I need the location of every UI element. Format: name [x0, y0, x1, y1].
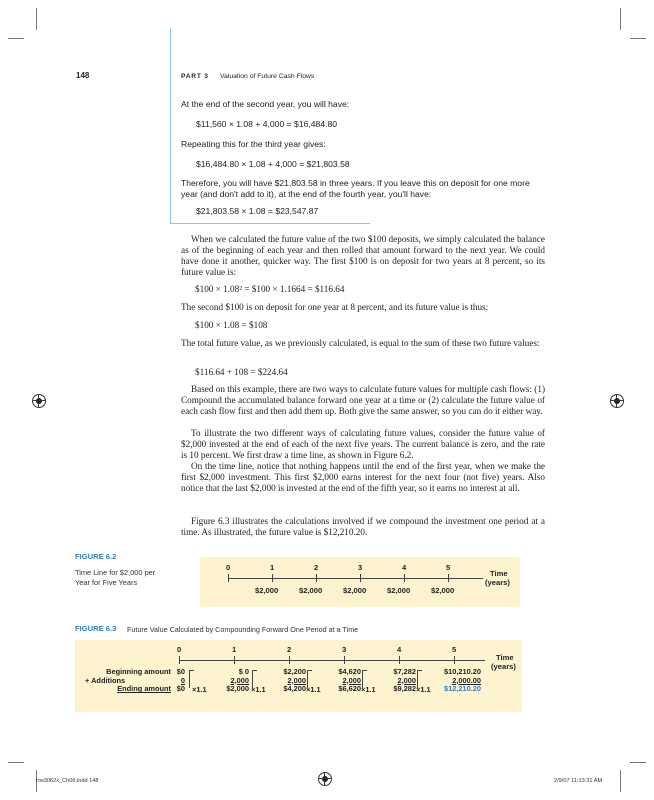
- value-column: [380, 668, 416, 694]
- timeline-tick: [272, 574, 273, 582]
- timeline-tick: [360, 574, 361, 582]
- figure-6-3-caption: Future Value Calculated by Compounding Forward One Period at a Time: [127, 625, 359, 634]
- body-paragraph: To illustrate the two different ways of calculating future values, consider the future value of $2,000 invested at the end of each of the next five years. The current balance is zero, and the rate is 10 percent. We first draw a time line, as shown in Figure 6.2.: [181, 428, 545, 460]
- part-title: Valuation of Future Cash Flows: [220, 73, 315, 80]
- tick-label: 3: [358, 563, 363, 572]
- value-column: [325, 668, 361, 694]
- value-column: [213, 668, 249, 694]
- column-end: $0: [176, 684, 185, 694]
- cash-flow-amount: $2,000: [431, 586, 455, 595]
- column-end: $2,000: [226, 684, 249, 694]
- timeline-tick: [454, 656, 455, 664]
- cash-flow-amount: $2,000: [299, 586, 323, 595]
- footer-file: ros3062x_Ch06.indd 148: [36, 778, 99, 784]
- compound-multiplier: ×1.1: [361, 685, 376, 694]
- column-begin: $7,282: [393, 667, 416, 676]
- timeline-tick: [404, 574, 405, 582]
- timeline-tick: [448, 574, 449, 582]
- timeline-tick: [228, 574, 229, 582]
- row-label-additions: + Additions: [85, 675, 126, 685]
- crop-mark: [36, 8, 37, 30]
- cash-flow-amount: $2,000: [387, 586, 411, 595]
- body-paragraph: The total future value, as we previously calculated, is equal to the sum of these two future values:: [181, 338, 540, 348]
- body-paragraph: On the time line, notice that nothing happens until the end of the first year, when we make the first $2,000 investment. This first $2,000 earns interest for the next four (not five) years. Also notice that the last $2,000 is invested at the end of the fifth year, so it earns no interest at all.: [181, 461, 545, 493]
- figure-6-3-timeline: [75, 640, 522, 712]
- body-paragraph: The second $100 is on deposit for one year at 8 percent, and its future value is thus:: [181, 302, 489, 312]
- timeline-tick: [344, 656, 345, 664]
- tick-label: 2: [314, 563, 319, 572]
- page-number: 148: [76, 71, 90, 80]
- crop-mark: [620, 8, 621, 30]
- row-label: [75, 668, 171, 694]
- column-add: 2,000: [230, 675, 249, 685]
- figure-6-2-caption: Time Line for $2,000 per: [75, 568, 156, 577]
- timeline-axis: [179, 660, 485, 661]
- column-add: 0: [180, 675, 185, 685]
- axis-label: (years): [485, 578, 510, 587]
- body-equation: $100 × 1.08² = $100 × 1.1664 = $116.64: [195, 284, 345, 294]
- figure-6-3-label: FIGURE 6.3: [75, 624, 117, 633]
- cash-flow-amount: $2,000: [255, 586, 279, 595]
- row-label-beginning: Beginning amount: [106, 667, 171, 676]
- body-equation: $100 × 1.08 = $108: [195, 320, 268, 330]
- column-add: 2,000: [397, 675, 416, 685]
- example-line: At the end of the second year, you will have:: [181, 99, 350, 109]
- timeline-tick: [234, 656, 235, 664]
- footer-timestamp: 2/9/07 11:13:31 AM: [554, 778, 603, 784]
- example-line: year (and don't add to it), at the end of the fourth year, you'll have:: [181, 189, 432, 199]
- registration-mark-icon: [32, 394, 46, 408]
- figure-6-2-label: FIGURE 6.2: [75, 552, 117, 561]
- axis-label: Time: [496, 653, 514, 662]
- column-end: $9,282: [393, 684, 416, 694]
- example-equation: $21,803.58 × 1.08 = $23,547.87: [196, 206, 319, 216]
- value-column: [433, 668, 481, 694]
- example-equation: $16,484.80 × 1.08 + 4,000 = $21,803.58: [196, 159, 350, 169]
- timeline-tick: [179, 656, 180, 664]
- crop-mark: [630, 762, 646, 763]
- crop-mark: [630, 38, 646, 39]
- registration-mark-icon: [318, 772, 332, 786]
- tick-label: 4: [402, 563, 407, 572]
- body-paragraph: When we calculated the future value of the two $100 deposits, we simply calculated the balance as of the beginning of each year and then rolled that amount forward to the next year. We could have done it another, quicker way. The first $100 is on deposit for two years at 8 percent, so its future value is:: [181, 234, 545, 277]
- column-begin: $ 0: [238, 667, 249, 676]
- registration-mark-icon: [610, 394, 624, 408]
- column-add: 2,000: [287, 675, 306, 685]
- column-begin: $4,620: [338, 667, 361, 676]
- column-add: 2,000.00: [452, 675, 481, 685]
- column-end: $12,210.20: [444, 684, 481, 694]
- column-end: $6,620: [338, 684, 361, 694]
- tick-label: 0: [226, 563, 231, 572]
- compound-multiplier: ×1.1: [251, 685, 266, 694]
- row-label-ending: Ending amount: [117, 684, 171, 694]
- example-rule: [170, 28, 171, 224]
- timeline-tick: [399, 656, 400, 664]
- column-begin: $0: [176, 667, 185, 676]
- tick-label: 3: [342, 645, 347, 654]
- example-line: Repeating this for the third year gives:: [181, 139, 326, 149]
- example-rule: [170, 223, 370, 224]
- tick-label: 1: [232, 645, 237, 654]
- body-equation: $116.64 + 108 = $224.64: [195, 367, 288, 377]
- part-label: PART 3: [181, 73, 209, 80]
- tick-label: 5: [452, 645, 457, 654]
- compound-multiplier: ×1.1: [192, 685, 207, 694]
- compound-multiplier: ×1.1: [306, 685, 321, 694]
- example-equation: $11,560 × 1.08 + 4,000 = $16,484.80: [196, 119, 338, 129]
- tick-label: 4: [397, 645, 402, 654]
- body-paragraph: Figure 6.3 illustrates the calculations involved if we compound the investment one period at a time. As illustrated, the future value is $12,210.20.: [181, 516, 545, 537]
- tick-label: 2: [287, 645, 292, 654]
- value-column: [159, 668, 185, 694]
- crop-mark: [8, 762, 24, 763]
- example-line: Therefore, you will have $21,803.58 in three years. If you leave this on deposit for one more: [181, 178, 530, 188]
- axis-label: (years): [491, 662, 516, 671]
- cash-flow-amount: $2,000: [343, 586, 367, 595]
- column-add: 2,000: [342, 675, 361, 685]
- axis-label: Time: [490, 569, 508, 578]
- crop-mark: [8, 38, 24, 39]
- value-column: [270, 668, 306, 694]
- tick-label: 1: [270, 563, 275, 572]
- column-begin: $10,210.20: [444, 667, 481, 676]
- body-paragraph: Based on this example, there are two ways to calculate future values for multiple cash flows: (1) Compound the accumulated balance forward one year at a time or (2) calculate the future value of each cash flow first and then add them up. Both give the same answer, so you can do it either way.: [181, 384, 545, 416]
- tick-label: 5: [446, 563, 451, 572]
- figure-6-2-timeline: [200, 557, 520, 607]
- timeline-tick: [316, 574, 317, 582]
- column-end: $4,200: [283, 684, 306, 694]
- timeline-axis: [228, 578, 483, 579]
- compound-multiplier: ×1.1: [416, 685, 431, 694]
- crop-mark: [620, 770, 621, 792]
- column-begin: $2,200: [283, 667, 306, 676]
- timeline-tick: [289, 656, 290, 664]
- tick-label: 0: [177, 645, 182, 654]
- figure-6-2-caption: Year for Five Years: [75, 578, 138, 587]
